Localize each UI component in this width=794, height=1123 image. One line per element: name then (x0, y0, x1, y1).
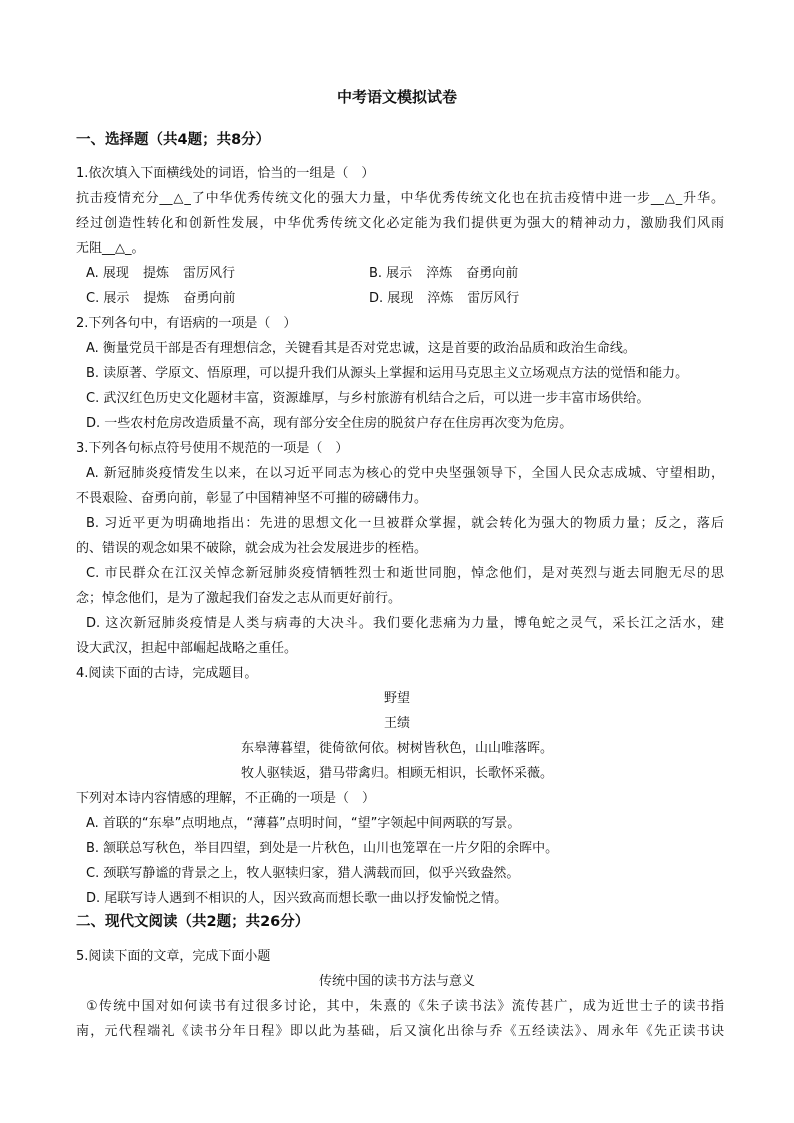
article-paragraph-line: ①传统中国对如何读书有过很多讨论，其中，朱熹的《朱子读书法》流传甚广，成为近世士子的读书指 (86, 999, 724, 1014)
article-paragraph-line: 南，元代程端礼《读书分年日程》即以此为基础，后又演化出徐与乔《五经读法》、周永年《先正读书诀 (76, 1024, 724, 1039)
article-title: 传统中国的读书方法与意义 (318, 974, 475, 989)
q3-option-b[interactable]: B. 习近平更为明确地指出：先进的思想文化一旦被群众掌握，就会转化为强大的物质力量；反之，落后 (86, 516, 724, 531)
poem-title: 野望 (383, 691, 410, 706)
q3-option-a-cont: 不畏艰险、奋勇向前，彰显了中国精神坚不可摧的磅礴伟力。 (76, 491, 428, 506)
q1-passage-line: 抗击疫情充分__△_了中华优秀传统文化的强大力量，中华优秀传统文化也在抗击疫情中进一步__△_升华。 (76, 191, 724, 206)
q2-option-d[interactable]: D. 一些农村危房改造质量不高，现有部分安全住房的脱贫户存在住房再次变为危房。 (86, 416, 573, 431)
q4-option-c[interactable]: C. 颈联写静谧的背景之上，牧人驱犊归家，猎人满载而回，似乎兴致盎然。 (86, 866, 520, 881)
q1-option-d[interactable]: D. 展现 淬炼 雷厉风行 (369, 291, 520, 306)
section-heading-reading: 二、现代文阅读（共2题；共26分） (76, 914, 310, 930)
q4-question: 下列对本诗内容情感的理解，不正确的一项是（ ） (76, 791, 376, 806)
q3-option-a[interactable]: A. 新冠肺炎疫情发生以来，在以习近平同志为核心的党中央坚强领导下，全国人民众志成城、守望相助， (86, 466, 724, 481)
q4-option-d[interactable]: D. 尾联写诗人遇到不相识的人，因兴致高而想长歌一曲以抒发愉悦之情。 (86, 891, 508, 906)
q1-option-c[interactable]: C. 展示 提炼 奋勇向前 (86, 291, 236, 306)
q1-passage-line: 经过创造性转化和创新性发展，中华优秀传统文化必定能为我们提供更为强大的精神动力，激励我们风雨 (76, 216, 724, 231)
q3-option-d-cont: 设大武汉，担起中部崛起战略之重任。 (76, 641, 298, 656)
q3-stem: 3.下列各句标点符号使用不规范的一项是（ ） (76, 441, 349, 456)
q3-option-b-cont: 的、错误的观念如果不破除，就会成为社会发展进步的桎梏。 (76, 541, 428, 556)
q1-stem: 1.依次填入下面横线处的词语，恰当的一组是（ ） (76, 166, 375, 181)
q2-option-a[interactable]: A. 衡量党员干部是否有理想信念，关键看其是否对党忠诚，这是首要的政治品质和政治生命线。 (86, 341, 636, 356)
poem-author: 王绩 (383, 716, 410, 731)
q3-option-c[interactable]: C. 市民群众在江汉关悼念新冠肺炎疫情牺牲烈士和逝世同胞，悼念他们，是对英烈与逝去同胞无尽的思 (86, 566, 724, 581)
q2-stem: 2.下列各句中，有语病的一项是（ ） (76, 316, 297, 331)
poem-line: 牧人驱犊返，猎马带禽归。相顾无相识，长歌怀采薇。 (240, 766, 553, 781)
q4-stem: 4.阅读下面的古诗，完成题目。 (76, 666, 258, 681)
q4-option-a[interactable]: A. 首联的“东皋”点明地点，“薄暮”点明时间，“望”字领起中间两联的写景。 (86, 816, 521, 831)
q1-option-a[interactable]: A. 展现 提炼 雷厉风行 (86, 266, 235, 281)
poem-line: 东皋薄暮望，徙倚欲何依。树树皆秋色，山山唯落晖。 (240, 741, 553, 756)
q3-option-c-cont: 念；悼念他们，是为了激起我们奋发之志从而更好前行。 (76, 591, 402, 606)
q1-option-b[interactable]: B. 展示 淬炼 奋勇向前 (369, 266, 519, 281)
section-heading-choice: 一、选择题（共4题；共8分） (76, 132, 271, 148)
q2-option-b[interactable]: B. 读原著、学原文、悟原理，可以提升我们从源头上掌握和运用马克思主义立场观点方法的觉悟和能力。 (86, 366, 689, 381)
q5-stem: 5.阅读下面的文章，完成下面小题 (76, 949, 271, 964)
q1-passage-line: 无阻__△_。 (76, 241, 145, 256)
q3-option-d[interactable]: D. 这次新冠肺炎疫情是人类与病毒的大决斗。我们要化悲痛为力量，博龟蛇之灵气，采长江之活水，建 (86, 616, 724, 631)
q4-option-b[interactable]: B. 颔联总写秋色，举目四望，到处是一片秋色，山川也笼罩在一片夕阳的余晖中。 (86, 841, 559, 856)
page-title: 中考语文模拟试卷 (336, 88, 457, 106)
q2-option-c[interactable]: C. 武汉红色历史文化题材丰富，资源雄厚，与乡村旅游有机结合之后，可以进一步丰富市场供给。 (86, 391, 650, 406)
